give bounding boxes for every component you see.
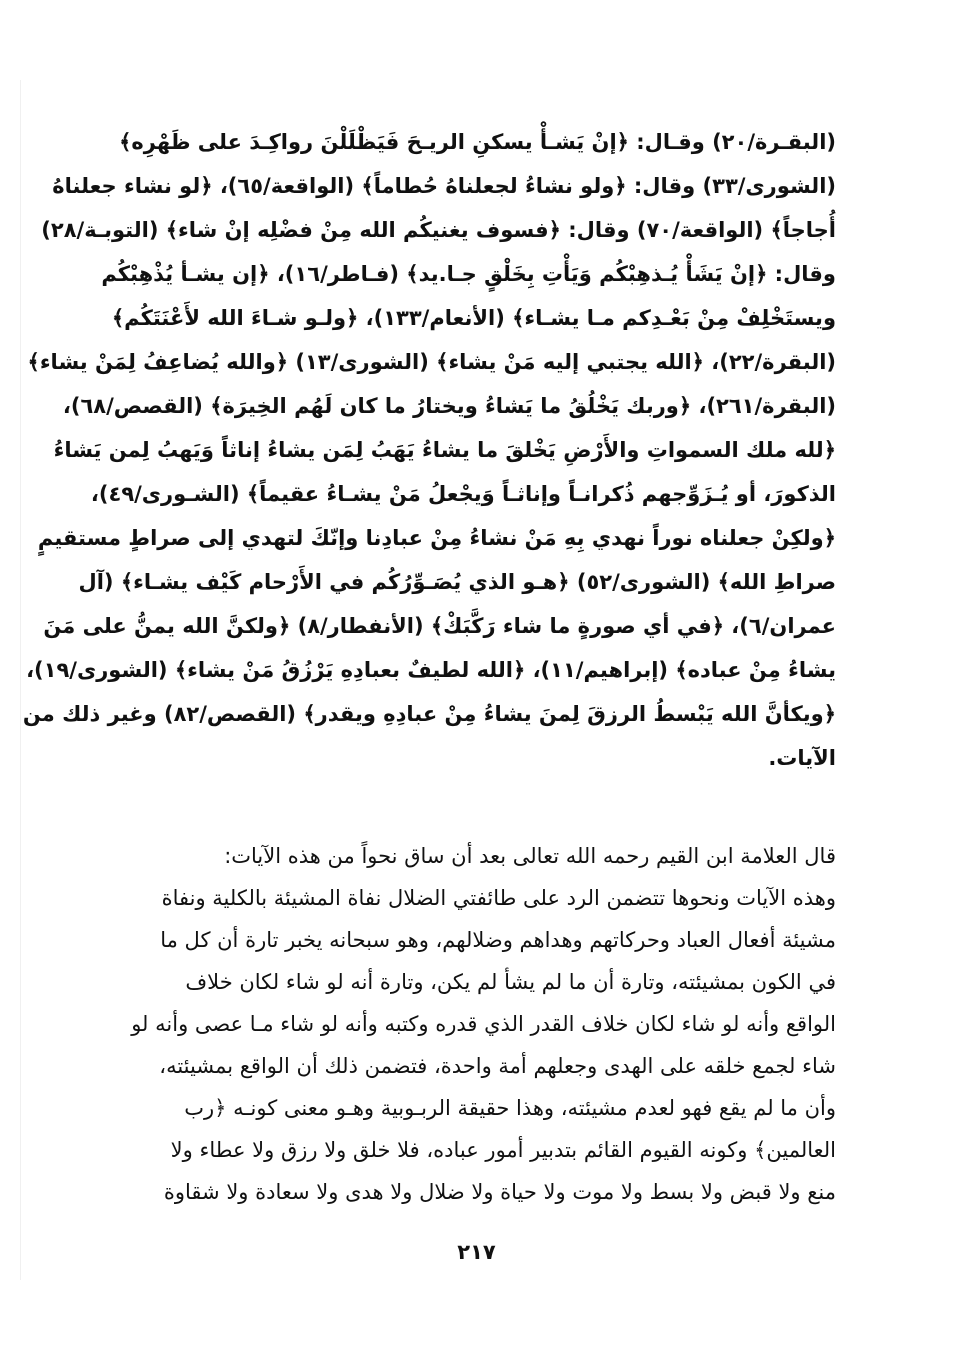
text-line: وهذه الآيات ونحوها تتضمن الرد على طائفتي الضلال نفاة المشيئة بالكلية ونفاة — [161, 886, 836, 910]
text-line: منع ولا قبض ولا بسط ولا موت ولا حياة ولا ضلال ولا هدى ولا سعادة ولا شقاوة — [163, 1180, 836, 1204]
text-line: العالمين﴾ وكونه القيوم القائم بتدبير أمور عباده، فلا خلق ولا رزق ولا عطاء ولا — [170, 1138, 836, 1162]
text-line: (الشورى/٣٣) وقال: ﴿ولو نشاءُ لجعلناهُ حُطاماً﴾ (الواقعة/٦٥)، ﴿لو نشاء جعلناهُ — [52, 174, 836, 198]
text-line: ﴿لله ملك السمواتِ والأَرْضِ يَخْلقَ ما يشاءُ يَهَبُ لِمَن يشاءُ إناثاً وَيَهبُ لِمن يَشاءُ — [53, 438, 836, 462]
text-line: ﴿ولكِنْ جعلناه نوراً نهدي بِهِ مَنْ نشاءُ مِنْ عبادِنا وإنّكَ لتهدي إلى صراطٍ مستقيمٍ — [37, 526, 836, 550]
text-line: الذكورَ، أو يُـزَوِّجهم ذُكرانـاً وإناثـاً وَيجْعلُ مَنْ يشـاءُ عقيماً﴾ (الشـورى/٤٩)، — [90, 482, 836, 506]
text-line: يشاءُ مِنْ عباده﴾ (إبراهيم/١١)، ﴿الله لطيفٌ بعبادِهِ يَرْزُقُ مَنْ يشاء﴾ (الشورى/١٩)، — [26, 658, 836, 682]
text-line: ﴿ويكأنَّ الله يَبْسطُ الرزقَ لِمنَ يشاءُ مِنْ عبادِهِ ويقدر﴾ (القصص/٨٢) وغير ذلك من — [22, 702, 836, 726]
text-line: الواقع وأنه لو شاء لكان خلاف القدر الذي قدره وكتبه وأنه لو شاء مـا عصى وأنه لو — [131, 1012, 836, 1036]
page-number: ٢١٧ — [457, 1240, 496, 1264]
text-line: مشيئة أفعال العباد وحركاتهم وهداهم وضلالهم، وهو سبحانه يخبر تارة أن كل ما — [160, 928, 836, 952]
quran-verses-paragraph — [22, 120, 836, 780]
text-line: وأن ما لم يقع فهو لعدم مشيئته، وهذا حقيقة الربـوبية وهـو معنى كونـه ﴿رب — [184, 1096, 836, 1120]
text-line: قال العلامة ابن القيم رحمه الله تعالى بعد أن ساق نحواً من هذه الآيات: — [224, 844, 836, 868]
text-line: (البقرة/٢٦١)، ﴿وربك يَخْلُقُ ما يَشاءُ ويختارُ ما كان لَهُم الخِيرَة﴾ (القصص/٦٨)، — [62, 394, 836, 418]
text-line: أُجاجاً﴾ (الواقعة/٧٠) وقال: ﴿فسوف يغنيكُم الله مِنْ فضْلِه إنْ شاء﴾ (التوبـة/٢٨) — [41, 218, 836, 242]
text-line: شاء لجمع خلقه على الهدى وجعلهم أمة واحدة، فتضمن ذلك أن الواقع بمشيئته، — [159, 1054, 836, 1078]
text-line: عمران/٦)، ﴿في أي صورةٍ ما شاء رَكَّبَكْ﴾ (الأنفطار/٨) ﴿ولكنَّ الله يمنُّ على مَنَ — [43, 614, 836, 638]
text-line: في الكون بمشيئته، وتارة أن ما لم يشأ لم يكن، وتارة أنه لو شاء لكان خلاف — [185, 970, 836, 994]
text-line: الآيات. — [768, 746, 836, 770]
ibn-qayyim-quote-paragraph — [116, 835, 836, 1213]
scan-edge-shadow — [20, 80, 21, 1280]
text-line: صراطِ الله﴾ (الشورى/٥٢) ﴿هـو الذي يُصَـوِّرُكُم في الأَرْحام كَيْف يشـاء﴾ (آل — [78, 570, 836, 594]
text-line: ويستَخْلِفْ مِنْ بَعْـدِكم مـا يشـاء﴾ (الأنعام/١٣٣)، ﴿ولـو شـاءَ الله لأَعْنَتَكُم﴾ — [111, 306, 836, 330]
text-line: (البقرة/٢٢)، ﴿الله يجتبي إليه مَنْ يشاء﴾ (الشورى/١٣) ﴿والله يُضاعِفُ لِمَنْ يشاء﴾ — [27, 350, 836, 374]
text-line: (البقـرة/٢٠) وقـال: ﴿إنْ يَشـأْ يسكنِ الريـحَ فَيَظْلَلْنَ رواكِـدَ على ظَهْرِه﴾ — [119, 130, 836, 154]
text-line: وقال: ﴿إنْ يَشَأْ يُـذهِبْكُم وَيَأْتِ بِخَلْقٍ جـا.يد﴾ (فـاطر/١٦)، ﴿إن يشـأ يُذْهِبْكُم — [101, 262, 836, 286]
